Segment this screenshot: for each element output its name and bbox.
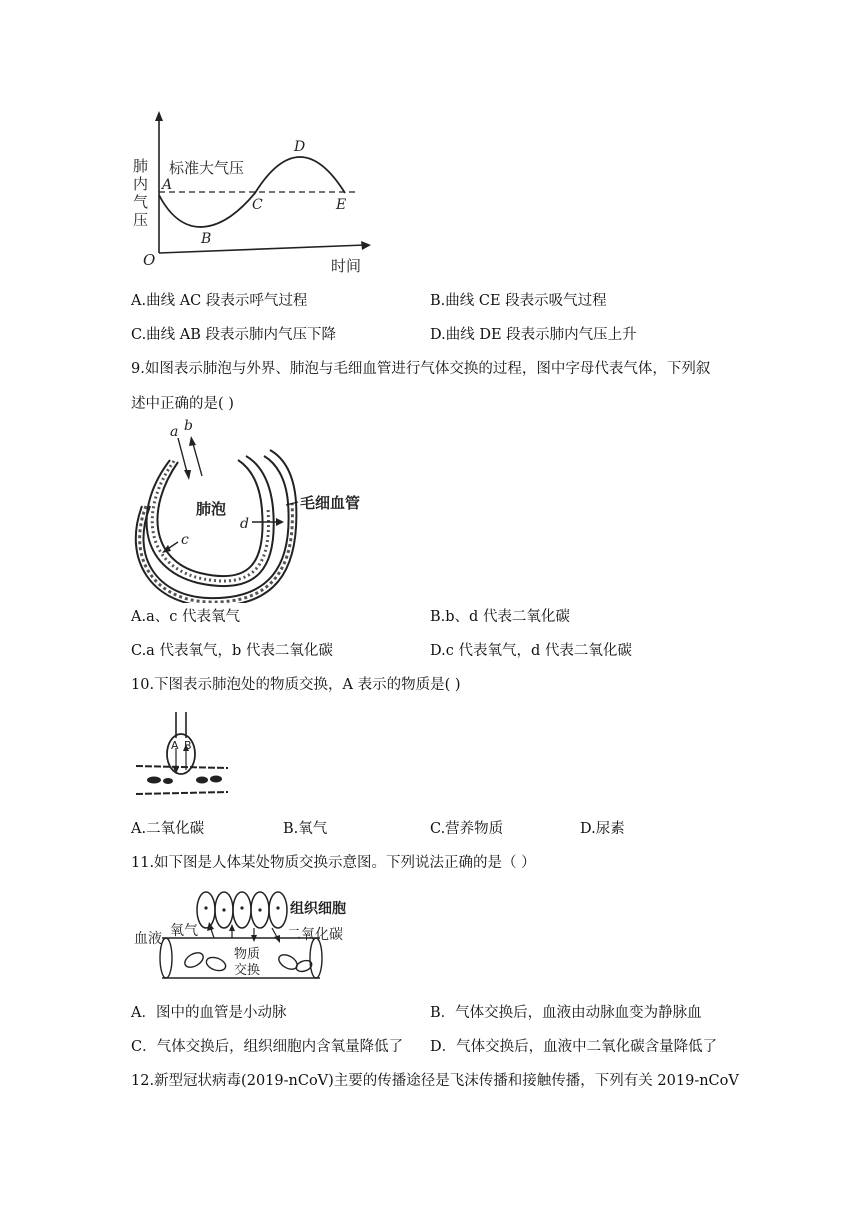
- alveolus-label: 肺泡: [196, 500, 227, 518]
- oxygen-label: 氧气: [170, 923, 198, 939]
- q10-option-b[interactable]: B.氧气: [283, 821, 328, 837]
- q11-option-c[interactable]: C．气体交换后，组织细胞内含氧量降低了: [131, 1039, 404, 1055]
- q10-option-d[interactable]: D.尿素: [580, 821, 625, 837]
- arrow-b-icon: [192, 440, 202, 476]
- q8-option-a[interactable]: A.曲线 AC 段表示呼气过程: [131, 293, 308, 309]
- q9-option-a[interactable]: A.a、c 代表氧气: [131, 609, 240, 625]
- q10-option-a[interactable]: A.二氧化碳: [131, 821, 205, 837]
- q9-option-d[interactable]: D.c 代表氧气，d 代表二氧化碳: [430, 643, 632, 659]
- capillary-label: 毛细血管: [300, 494, 361, 512]
- q9-option-c[interactable]: C.a 代表氧气，b 代表二氧化碳: [131, 643, 333, 659]
- q8-option-b[interactable]: B.曲线 CE 段表示吸气过程: [430, 293, 607, 309]
- tissue-exchange-diagram: [132, 886, 367, 984]
- label-a: a: [170, 424, 179, 440]
- point-a-label: A: [162, 177, 173, 193]
- q11-stem: 11.如下图是人体某处物质交换示意图。下列说法正确的是（ ）: [131, 855, 536, 871]
- x-axis-arrow-icon: [361, 241, 371, 250]
- q10-option-c[interactable]: C.营养物质: [430, 821, 504, 837]
- q8-option-c[interactable]: C.曲线 AB 段表示肺内气压下降: [131, 327, 337, 343]
- origin-label: O: [143, 251, 156, 269]
- q11-option-a[interactable]: A．图中的血管是小动脉: [131, 1005, 287, 1021]
- label-d: d: [240, 516, 249, 532]
- exchange-label-1: 物质: [234, 947, 261, 962]
- q10-stem: 10.下图表示肺泡处的物质交换，A 表示的物质是( ): [131, 677, 461, 693]
- label-c: c: [181, 532, 189, 548]
- co2-label: 二氧化碳: [287, 927, 343, 943]
- label-b: b: [184, 418, 193, 434]
- y-axis-label: 肺内气压: [133, 157, 149, 229]
- alveolus-diagram: [128, 418, 368, 603]
- x-axis: [159, 245, 365, 253]
- point-b-label: B: [201, 231, 212, 247]
- blood-label: 血液: [134, 931, 162, 947]
- q9-option-b[interactable]: B.b、d 代表二氧化碳: [430, 609, 570, 625]
- y-axis-arrow-icon: [155, 111, 163, 121]
- q8-option-d[interactable]: D.曲线 DE 段表示肺内气压上升: [430, 327, 637, 343]
- tissue-cells-group: [197, 892, 287, 928]
- q12-stem: 12.新型冠状病毒(2019-nCoV)主要的传播途径是飞沫传播和接触传播，下列有关 2019-nCoV: [131, 1073, 739, 1089]
- q11-option-d[interactable]: D．气体交换后，血液中二氧化碳含量降低了: [430, 1039, 718, 1055]
- label-b: B: [184, 739, 192, 752]
- x-axis-label: 时间: [331, 257, 362, 275]
- q9-stem-line2: 述中正确的是( ): [131, 396, 234, 412]
- label-a: A: [171, 739, 179, 752]
- q11-option-b[interactable]: B．气体交换后，血液由动脉血变为静脉血: [430, 1005, 702, 1021]
- exchange-label-2: 交换: [234, 963, 261, 978]
- q9-stem-line1: 9.如图表示肺泡与外界、肺泡与毛细血管进行气体交换的过程，图中字母代表气体，下列叙: [131, 361, 711, 377]
- alveolus-exchange-diagram: [132, 708, 232, 803]
- lung-pressure-graph: [125, 105, 375, 280]
- point-c-label: C: [252, 197, 263, 213]
- tissue-cells-label: 组织细胞: [290, 901, 346, 917]
- point-e-label: E: [336, 197, 347, 213]
- standard-pressure-label: 标准大气压: [169, 159, 245, 177]
- point-d-label: D: [294, 139, 306, 155]
